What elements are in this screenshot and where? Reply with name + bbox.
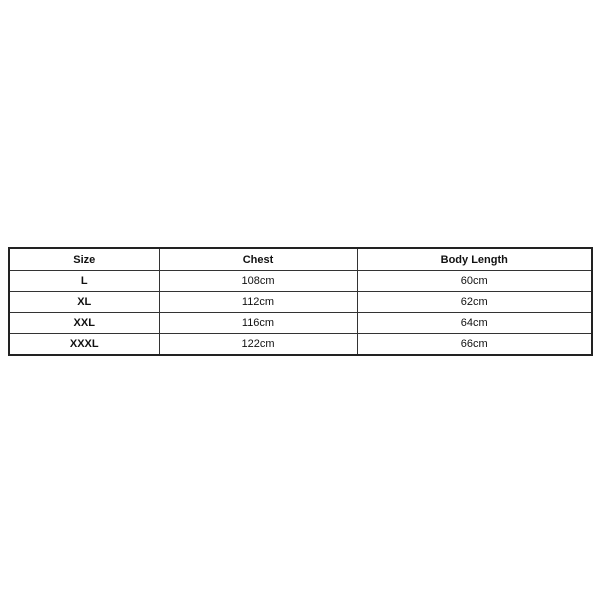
size-cell: XXL bbox=[9, 313, 159, 334]
table-row bbox=[9, 292, 592, 313]
size-chart-table bbox=[8, 247, 593, 356]
chest-cell: 122cm bbox=[159, 334, 357, 356]
column-header-body-length: Body Length bbox=[357, 248, 592, 271]
table-row bbox=[9, 334, 592, 356]
chest-cell: 112cm bbox=[159, 292, 357, 313]
column-header-chest: Chest bbox=[159, 248, 357, 271]
chest-cell: 108cm bbox=[159, 271, 357, 292]
body-length-cell: 64cm bbox=[357, 313, 592, 334]
table-row bbox=[9, 271, 592, 292]
size-cell: XL bbox=[9, 292, 159, 313]
size-cell: L bbox=[9, 271, 159, 292]
body-length-cell: 60cm bbox=[357, 271, 592, 292]
body-length-cell: 62cm bbox=[357, 292, 592, 313]
size-cell: XXXL bbox=[9, 334, 159, 356]
column-header-size: Size bbox=[9, 248, 159, 271]
chest-cell: 116cm bbox=[159, 313, 357, 334]
table-header-row bbox=[9, 248, 592, 271]
body-length-cell: 66cm bbox=[357, 334, 592, 356]
table-row bbox=[9, 313, 592, 334]
